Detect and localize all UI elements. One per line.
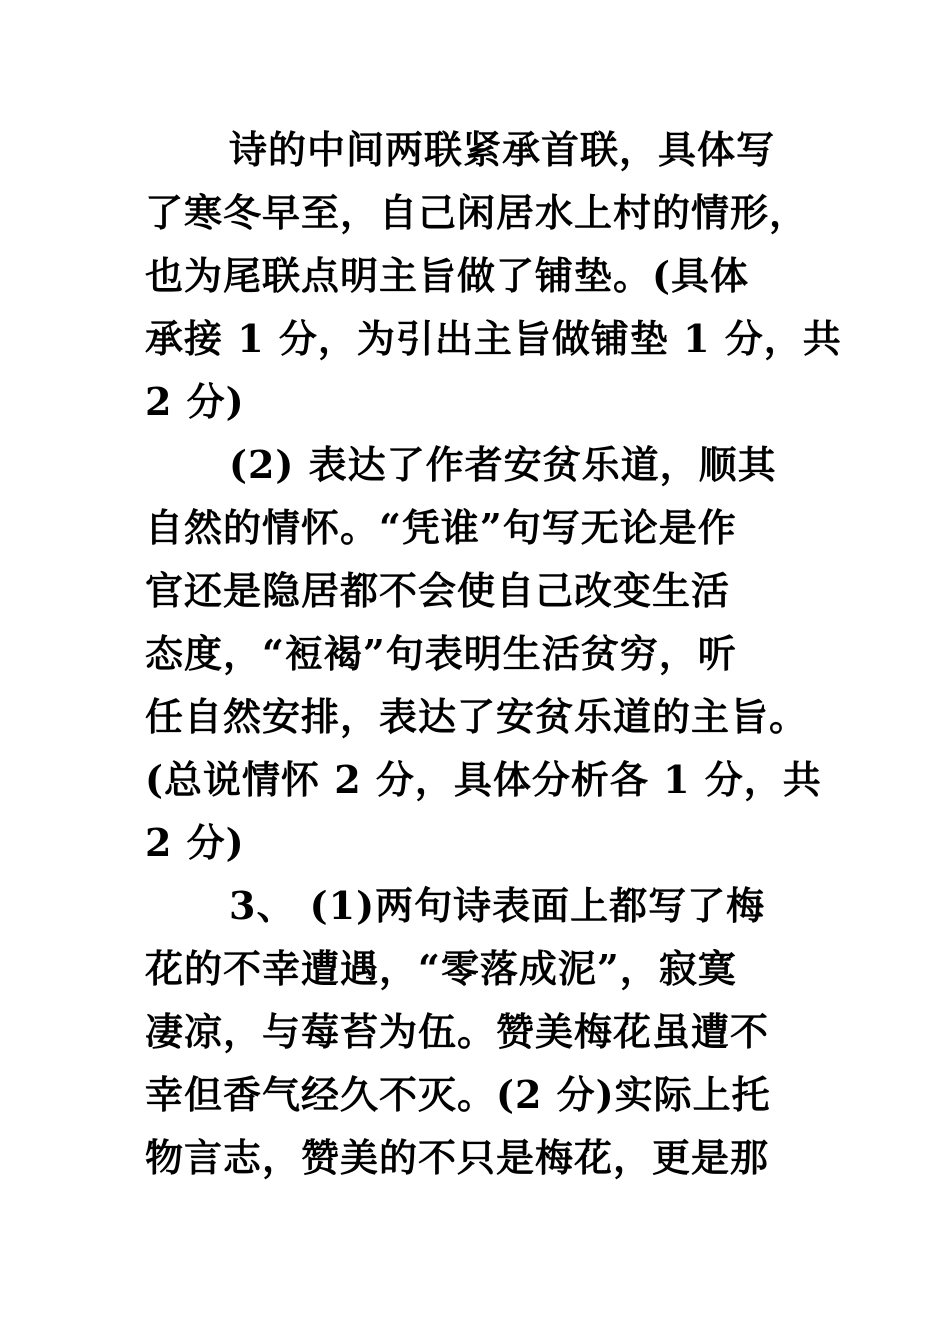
text-line: 2 分): [145, 379, 245, 424]
text-line: 花的不幸遭遇，“零落成泥”，寂寞: [145, 946, 737, 991]
answer-text-block: [145, 118, 842, 1189]
text-line: 诗的中间两联紧承首联，具体写: [229, 127, 776, 172]
text-line: 3、 (1)两句诗表面上都写了梅: [229, 883, 766, 928]
text-line: 任自然安排，表达了安贫乐道的主旨。: [145, 694, 809, 739]
text-line: (总说情怀 2 分，具体分析各 1 分，共: [145, 757, 822, 802]
text-line: 也为尾联点明主旨做了铺垫。(具体: [145, 253, 749, 298]
text-line: 物言志，赞美的不只是梅花，更是那: [145, 1135, 770, 1180]
text-line: 官还是隐居都不会使自己改变生活: [145, 568, 731, 613]
text-line: 了寒冬早至，自己闲居水上村的情形，: [145, 190, 809, 235]
text-line: 凄凉，与莓苔为伍。赞美梅花虽遭不: [145, 1009, 770, 1054]
text-line: (2) 表达了作者安贫乐道，顺其: [229, 442, 777, 487]
text-line: 态度，“裋褐”句表明生活贫穷，听: [145, 631, 737, 676]
text-line: 2 分): [145, 820, 245, 865]
text-line: 自然的情怀。“凭谁”句写无论是作: [145, 505, 737, 550]
text-line: 幸但香气经久不灭。(2 分)实际上托: [145, 1072, 771, 1117]
text-line: 承接 1 分，为引出主旨做铺垫 1 分，共: [145, 316, 842, 361]
